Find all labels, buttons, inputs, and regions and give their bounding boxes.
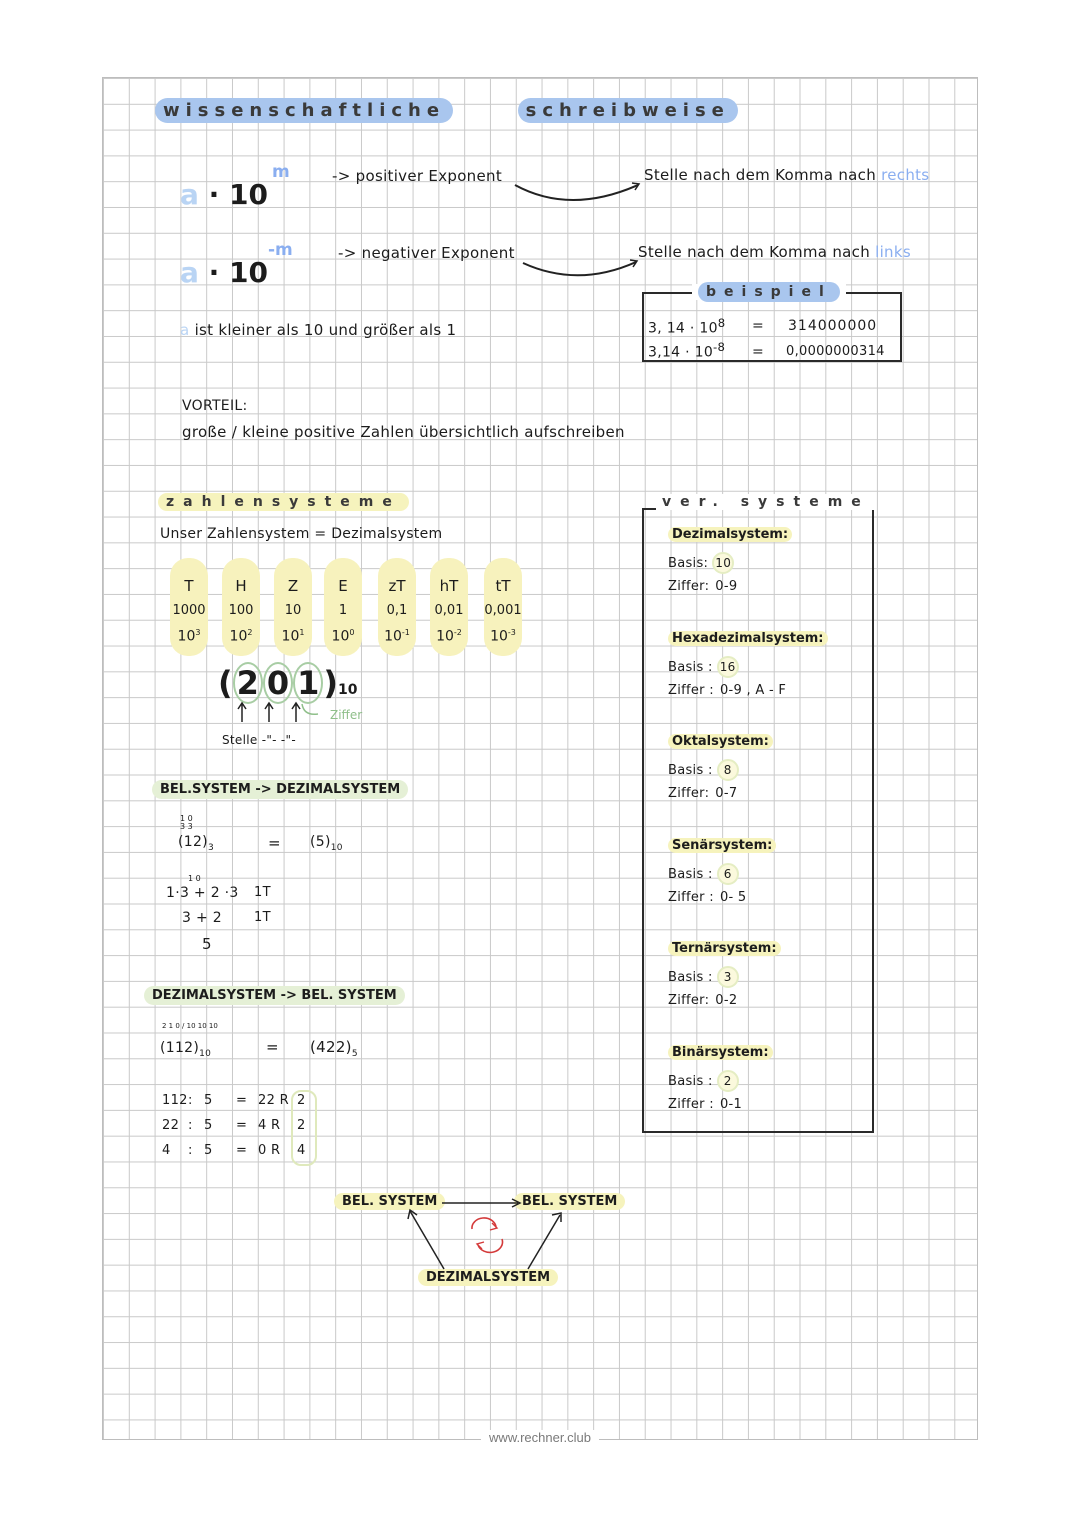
bel-to-dez-eq: = (268, 834, 281, 852)
system-ziffer-value: 0-9 , A - F (719, 682, 787, 698)
system-basis-label: Basis : (668, 1073, 713, 1089)
negative-result: Stelle nach dem Komma nach links (638, 243, 911, 261)
division-rem: 4 (297, 1143, 306, 1158)
page-title (155, 100, 738, 121)
bel-to-dez-number: $(12)_3$ (178, 834, 214, 853)
place-value: 0,001 (484, 603, 522, 618)
ziffer-label: Ziffer (330, 708, 363, 722)
title-word-1: wissenschaftliche (155, 98, 453, 123)
remainder-highlight (291, 1090, 317, 1166)
bel-to-dez-title: BEL.SYSTEM -> DEZIMALSYSTEM (152, 782, 408, 797)
system-basis-label: Basis : (668, 659, 713, 675)
system-basis-value: 2 (717, 1070, 739, 1092)
system-basis (668, 656, 739, 678)
zahlensysteme-subtitle: Unser Zahlensystem = Dezimalsystem (160, 526, 443, 542)
place-power-base: 10 (436, 628, 454, 645)
dez-to-bel-result: $(422)_5$ (310, 1038, 358, 1059)
place-power (423, 628, 475, 645)
place-power-exp: -2 (453, 628, 462, 637)
system-ziffer-value: 0-9 (715, 579, 738, 594)
place-power-base: 10 (177, 628, 196, 645)
place-power-base: 10 (281, 628, 300, 645)
division-dividend: 22 (162, 1118, 180, 1133)
exponent-positive: m (272, 162, 290, 182)
division-dividend: 112 (162, 1093, 188, 1108)
system-name (668, 1045, 773, 1060)
place-label: tT (495, 577, 511, 595)
place-power (215, 628, 267, 645)
division-divisor: 5 (204, 1118, 213, 1133)
division-divisor: 5 (204, 1143, 213, 1158)
system-ziffer (668, 890, 747, 905)
division-eq: = (236, 1093, 248, 1108)
step-exponents: 1 0 (188, 874, 201, 883)
division-dividend: 4 (162, 1143, 171, 1158)
system-basis (668, 552, 734, 574)
system-basis-label: Basis : (668, 970, 713, 985)
beispiel-row-1-eq: = (752, 318, 765, 334)
place-power-exp: 3 (195, 628, 201, 637)
beispiel-row-2-result: 0,0000000314 (786, 344, 885, 359)
system-ziffer (668, 1097, 742, 1112)
title-word-2: schreibweise (518, 98, 738, 123)
formula-positive: a · 10 (180, 178, 269, 211)
place-power-exp: 2 (247, 628, 253, 637)
system-name (668, 941, 781, 956)
system-name (668, 527, 792, 542)
place-power (317, 628, 369, 645)
arrow-negative (518, 258, 648, 283)
step-1-tag: 1T (254, 885, 271, 900)
step-1: 1·3 + 2 ·3 (166, 885, 239, 901)
place-power-exp: -3 (507, 628, 516, 637)
beispiel-row-1: 3, $14 \cdot 10^8$ (648, 316, 726, 337)
system-ziffer-value: 0-2 (715, 993, 738, 1008)
division-op: : (188, 1093, 193, 1108)
zahlensysteme-title: zahlensysteme (158, 494, 409, 510)
cycle-left: BEL. SYSTEM (334, 1194, 445, 1209)
stelle-label: Stelle -"- -"- (222, 733, 296, 747)
place-power-exp: -1 (401, 628, 410, 637)
place-label: zT (388, 577, 406, 595)
system-ziffer-label: Ziffer : (668, 1096, 714, 1112)
system-basis (668, 1070, 739, 1092)
place-value: 0,01 (434, 603, 464, 618)
number-201: ( 2 0 1 )10 (218, 664, 358, 702)
system-ziffer (668, 993, 737, 1008)
place-power-base: 10 (331, 628, 350, 645)
place-power (267, 628, 319, 645)
division-quot: 22 R (258, 1093, 289, 1108)
system-ziffer-label: Ziffer : (668, 682, 714, 698)
exponent-negative: -m (268, 240, 293, 260)
beispiel-row-2: $3,14 \cdot 10^{-8}$ (648, 340, 726, 361)
place-power-base: 10 (490, 628, 508, 645)
place-power-base: 10 (384, 628, 402, 645)
beispiel-row-1-result: 314000000 (788, 318, 878, 334)
division-op: : (188, 1143, 193, 1158)
place-power (371, 628, 423, 645)
division-rem: 2 (297, 1093, 306, 1108)
place-value: 0,1 (386, 603, 408, 618)
bel-to-dez-marks: 1 0 3 3 (180, 814, 193, 831)
system-basis-label: Basis: (668, 556, 709, 571)
step-3: 5 (202, 935, 212, 953)
cycle-arrows (400, 1195, 580, 1285)
place-power (477, 628, 529, 645)
footer: www.rechner.club (0, 1430, 1080, 1445)
versysteme-box (642, 508, 874, 1133)
system-name (668, 734, 773, 749)
dez-to-bel-marks: 2 1 0 / 10 10 10 (162, 1022, 218, 1030)
system-ziffer-label: Ziffer : (668, 889, 714, 905)
formula-negative: a · 10 (180, 256, 269, 289)
system-basis (668, 759, 739, 781)
system-ziffer-label: Ziffer: (668, 786, 710, 801)
place-power-exp: 0 (349, 628, 355, 637)
step-2: 3 + 2 (182, 910, 222, 926)
division-quot: 4 R (258, 1118, 281, 1133)
system-name-text: Ternärsystem: (668, 941, 781, 956)
system-ziffer (668, 786, 737, 801)
system-ziffer (668, 579, 737, 594)
system-basis (668, 863, 739, 885)
cycle-bottom: DEZIMALSYSTEM (418, 1270, 558, 1285)
arrow-positive (510, 180, 650, 210)
place-value: 1000 (172, 603, 206, 618)
division-eq: = (236, 1143, 248, 1158)
system-basis-label: Basis : (668, 866, 713, 882)
system-name-text: Senärsystem: (668, 838, 776, 853)
vorteil-label: VORTEIL: (182, 398, 248, 414)
system-ziffer-label: Ziffer: (668, 993, 710, 1008)
system-ziffer-value: 0-7 (715, 786, 738, 801)
system-ziffer (668, 683, 786, 698)
dez-to-bel-eq: = (266, 1038, 279, 1056)
beispiel-title: beispiel (692, 284, 846, 300)
place-value: 10 (284, 603, 302, 618)
system-name-text: Binärsystem: (668, 1045, 773, 1060)
step-2-tag: 1T (254, 910, 271, 925)
system-basis-value: 16 (717, 656, 739, 678)
division-eq: = (236, 1118, 248, 1133)
condition-text: a ist kleiner als 10 und größer als 1 (180, 321, 457, 339)
system-basis-value: 10 (712, 552, 734, 574)
place-power-exp: 1 (299, 628, 305, 637)
place-label: hT (439, 577, 459, 595)
system-ziffer-value: 0-1 (719, 1096, 743, 1112)
system-name-text: Hexadezimalsystem: (668, 631, 828, 646)
vorteil-text: große / kleine positive Zahlen übersichtlich aufschreiben (182, 423, 625, 441)
system-name (668, 631, 828, 646)
system-basis-label: Basis : (668, 763, 713, 778)
place-power-base: 10 (229, 628, 248, 645)
system-basis-value: 8 (717, 759, 739, 781)
system-basis-value: 6 (717, 863, 739, 885)
place-power (163, 628, 215, 645)
cycle-right: BEL. SYSTEM (514, 1194, 625, 1209)
dez-to-bel-title: DEZIMALSYSTEM -> BEL. SYSTEM (144, 988, 405, 1003)
place-label: T (184, 577, 194, 595)
place-label: E (338, 577, 348, 595)
positive-exponent-label: -> positiver Exponent (332, 167, 502, 185)
system-name-text: Dezimalsystem: (668, 527, 792, 542)
system-ziffer-value: 0- 5 (719, 889, 747, 905)
system-basis (668, 966, 739, 988)
system-name (668, 838, 776, 853)
system-ziffer-label: Ziffer: (668, 579, 710, 594)
place-value: 1 (338, 603, 348, 618)
system-basis-value: 3 (717, 966, 739, 988)
negative-exponent-label: -> negativer Exponent (338, 244, 515, 262)
positive-result: Stelle nach dem Komma nach rechts (644, 166, 930, 184)
division-op: : (188, 1118, 193, 1133)
versysteme-title: ver. systeme (656, 494, 876, 510)
beispiel-row-2-eq: = (752, 344, 765, 360)
system-name-text: Oktalsystem: (668, 734, 773, 749)
division-rem: 2 (297, 1118, 306, 1133)
division-quot: 0 R (258, 1143, 281, 1158)
place-value: 100 (228, 603, 254, 618)
dez-to-bel-number: $(112)_{10}$ (160, 1040, 212, 1059)
division-divisor: 5 (204, 1093, 213, 1108)
bel-to-dez-result: $(5)_{10}$ (310, 834, 343, 853)
place-label: H (235, 577, 247, 595)
place-label: Z (287, 577, 299, 595)
